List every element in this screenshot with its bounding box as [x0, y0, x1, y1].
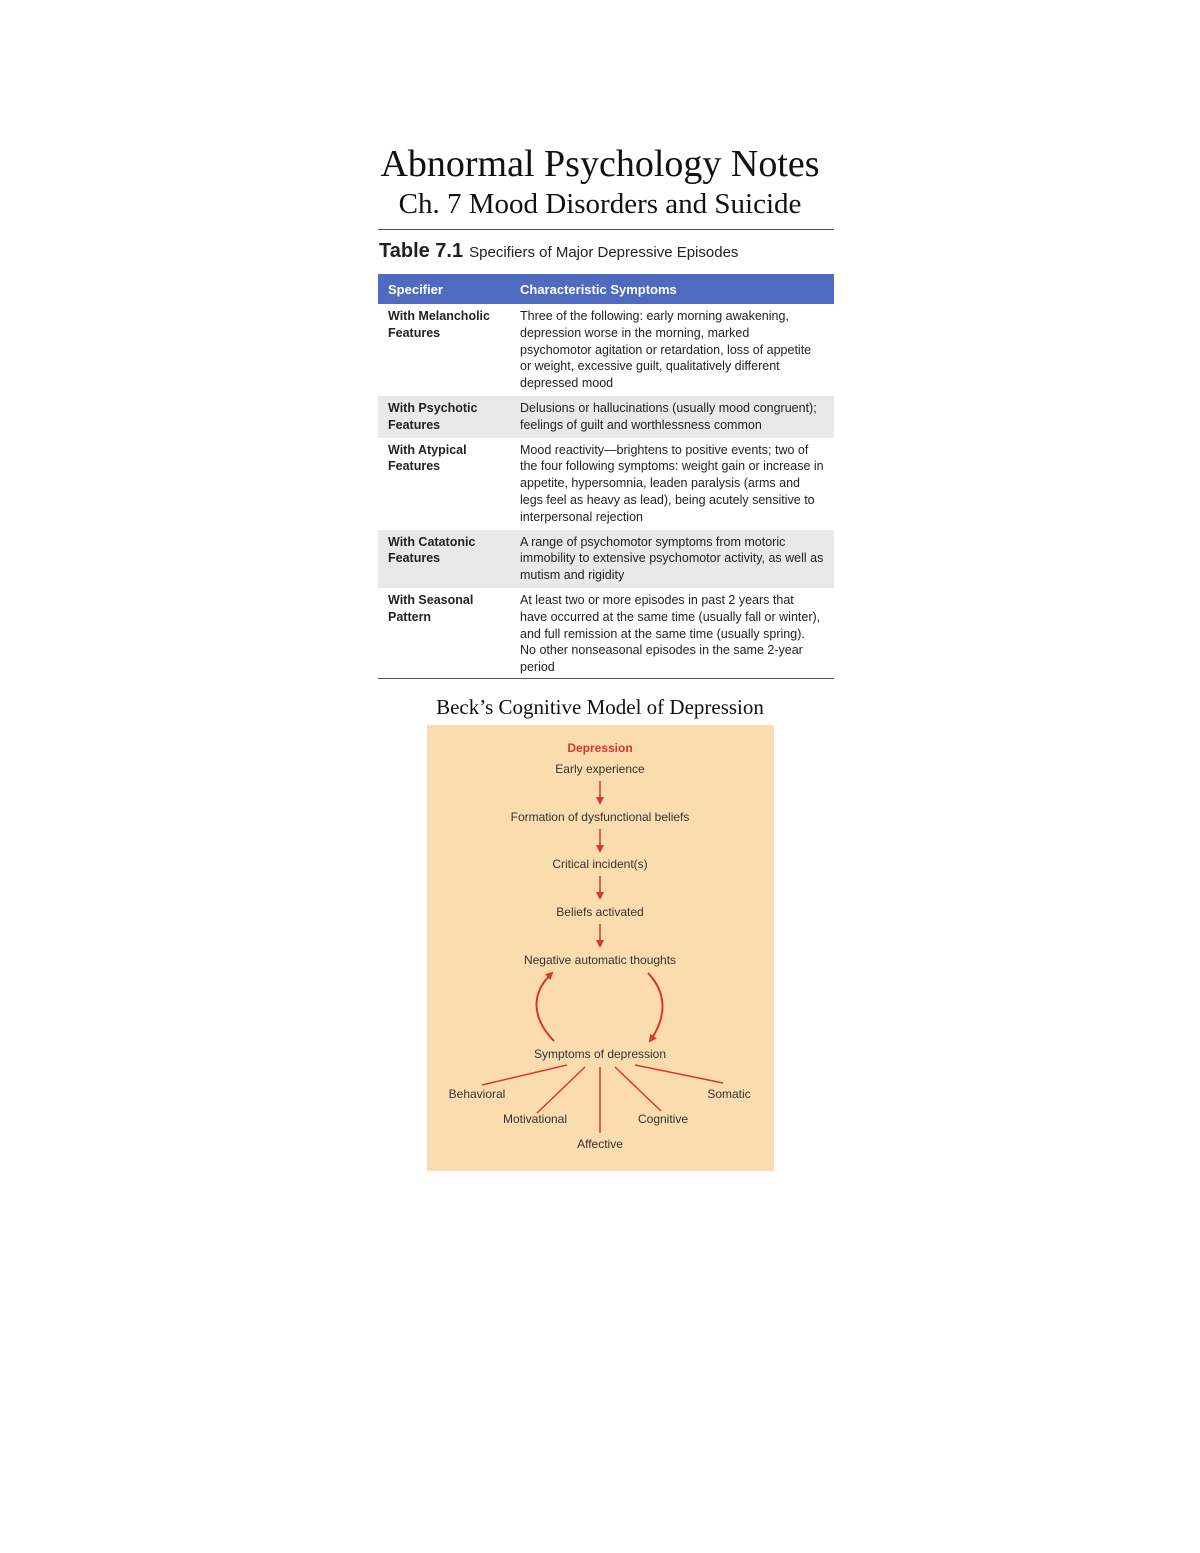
- branch-behavioral: Behavioral: [448, 1087, 506, 1101]
- specifier-cell: With Catatonic Features: [378, 530, 510, 588]
- specifier-cell: With Seasonal Pattern: [388, 592, 474, 624]
- specifier-cell: With Melancholic Features: [388, 309, 490, 340]
- document-title: Abnormal Psychology Notes: [380, 143, 820, 185]
- specifiers-table: [378, 274, 834, 680]
- table-caption-text: Specifiers of Major Depressive Episodes: [469, 244, 739, 261]
- beck-model-caption: Beck’s Cognitive Model of Depression: [436, 695, 764, 719]
- table-row: [378, 588, 834, 680]
- table-number: Table 7.1: [379, 240, 464, 262]
- symptoms-cell: A range of psychomotor symptoms from motoric immobility to extensive psychomotor activity, as well as mutism and rigidity: [510, 530, 834, 588]
- symptoms-cell: At least two or more episodes in past 2 years that have occurred at the same time (usually fall or winter), and full remission at the same time (usually spring). No other nonseasonal episodes in the same 2-year period: [520, 592, 821, 675]
- branch-somatic: Somatic: [707, 1087, 751, 1101]
- table-header-row: [378, 274, 834, 304]
- table-bottom-rule: [378, 678, 834, 679]
- branch-affective: Affective: [577, 1137, 623, 1151]
- header-specifier: Specifier: [378, 274, 510, 304]
- symptoms-cell: Mood reactivity—brightens to positive events; two of the four following symptoms: weight gain or increase in appetite, hypersomnia, leaden paralysis (arms and legs feel as heavy as lead), being acutely sensitive to interpersonal rejection: [520, 442, 824, 524]
- step-early-experience: Early experience: [555, 762, 645, 776]
- beck-model-diagram: [427, 725, 774, 1171]
- symptoms-cell: Delusions or hallucinations (usually mood congruent); feelings of guilt and worthlessness common: [510, 396, 834, 438]
- step-critical-incidents: Critical incident(s): [552, 857, 648, 871]
- step-beliefs-activated: Beliefs activated: [556, 905, 644, 919]
- header-symptoms: Characteristic Symptoms: [510, 274, 834, 304]
- table-row: [378, 304, 834, 396]
- step-negative-thoughts: Negative automatic thoughts: [523, 953, 677, 967]
- diagram-heading: Depression: [567, 741, 633, 755]
- table-caption: [379, 240, 738, 263]
- table-row: [378, 396, 834, 438]
- table-row: [378, 530, 834, 588]
- branch-motivational: Motivational: [502, 1112, 568, 1126]
- branch-cognitive: Cognitive: [637, 1112, 689, 1126]
- symptoms-of-depression: Symptoms of depression: [533, 1047, 667, 1061]
- symptoms-cell: Three of the following: early morning awakening, depression worse in the morning, marked psychomotor agitation or retardation, loss of appetite or weight, excessive guilt, qualitatively different depressed mood: [520, 309, 812, 391]
- document-subtitle: Ch. 7 Mood Disorders and Suicide: [398, 188, 802, 220]
- specifier-cell: With Atypical Features: [388, 442, 467, 474]
- table-row: [378, 438, 834, 530]
- step-dysfunctional-beliefs: Formation of dysfunctional beliefs: [510, 810, 690, 824]
- table-top-rule: [378, 229, 834, 230]
- specifier-cell: With Psychotic Features: [378, 396, 510, 438]
